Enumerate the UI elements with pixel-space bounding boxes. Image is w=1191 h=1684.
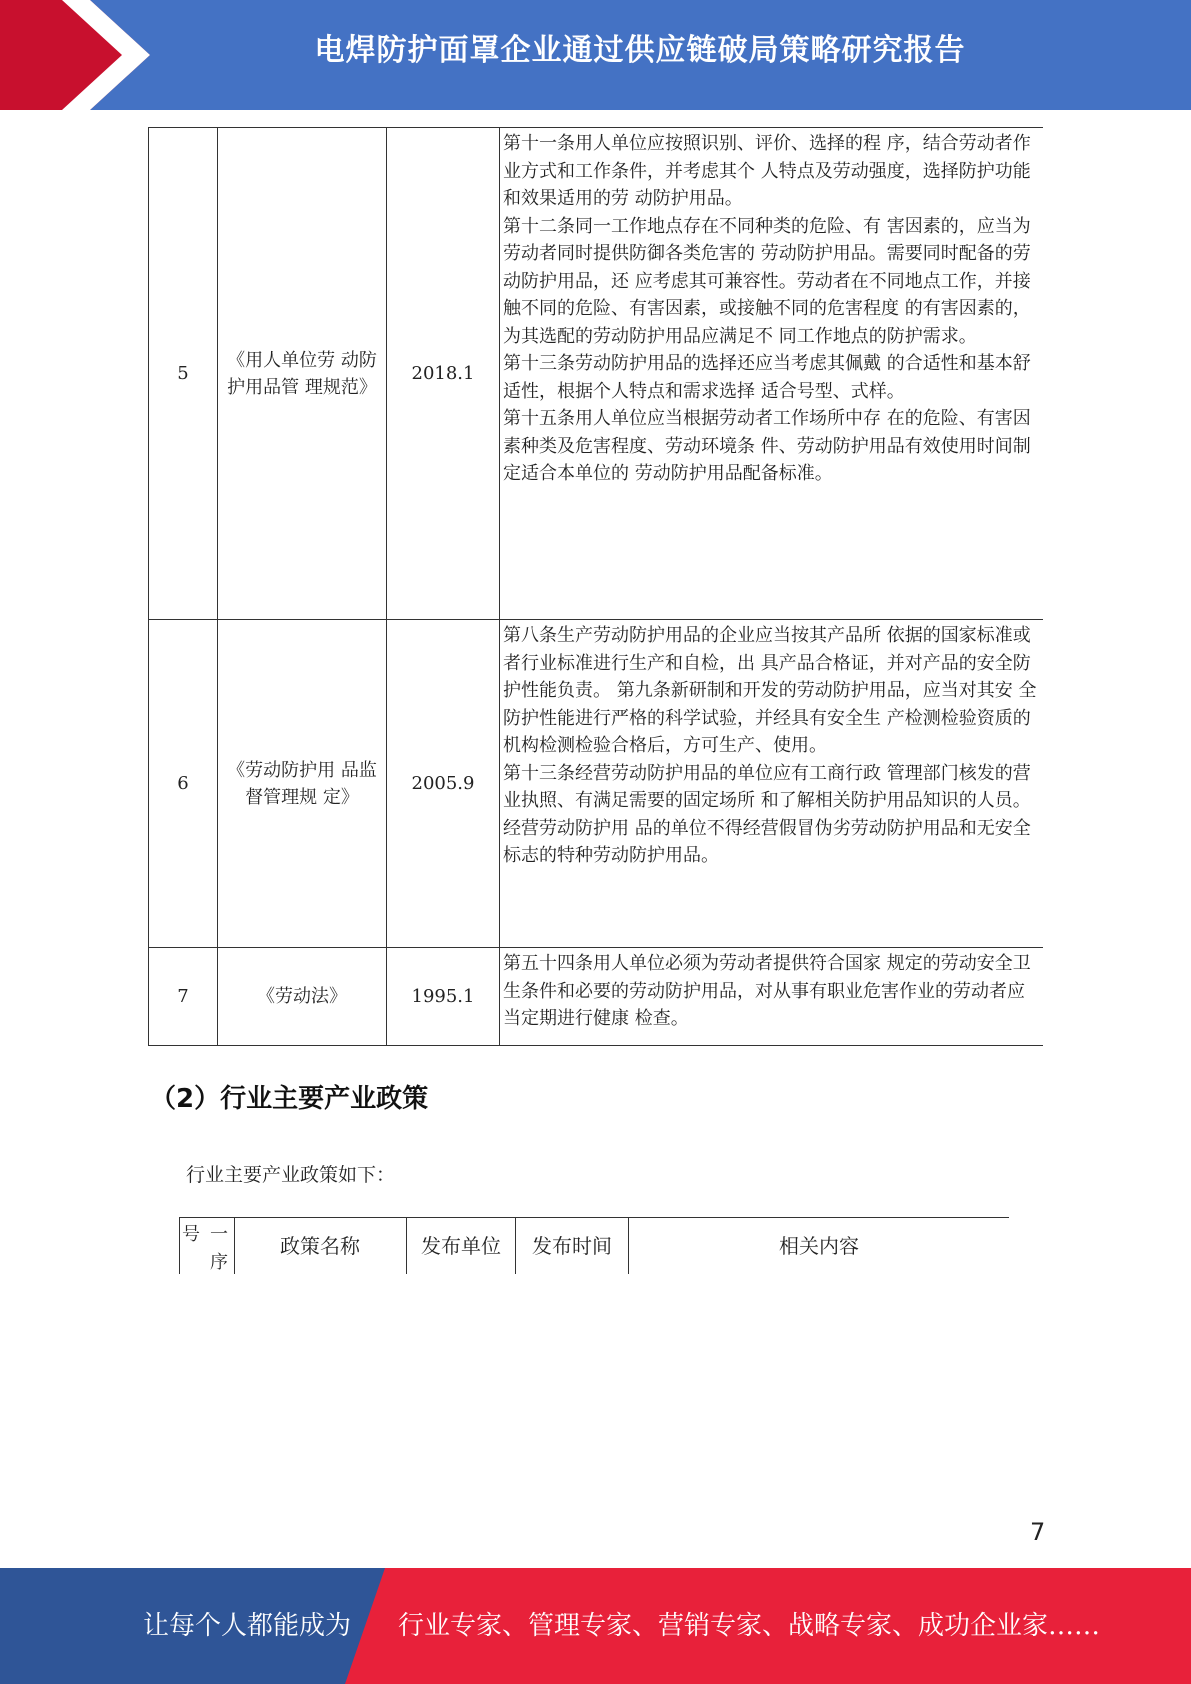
content-paragraph: 第五十四条用人单位必须为劳动者提供符合国家 规定的劳动安全卫生条件和必要的劳动防护用品，对从事有职业危害作业的劳动者应当定期进行健康 检查。 [503,953,1031,1029]
content-paragraph: 第十三条经营劳动防护用品的单位应有工商行政 管理部门核发的营业执照、有满足需要的固定场所 和了解相关防护用品知识的人员。经营劳动防护用 品的单位不得经营假冒伪劣劳动防护用品和无安全 标志的特种劳动防护用品。 [503,762,1031,866]
regulation-content [500,128,1044,620]
page-footer [0,1568,1191,1684]
header-issue-time: 发布时间 [516,1218,629,1274]
row-number: 5 [149,128,218,620]
table-row [149,620,1044,948]
regulation-name: 《劳动法》 [218,948,387,1046]
seq-part: 号 [182,1224,200,1245]
content-paragraph: 第十三条劳动防护用品的选择还应当考虑其佩戴 的合适性和基本舒适性，根据个人特点和需求选择 适合号型、式样。 [503,353,1031,402]
footer-slogan-left: 让每个人都能成为 [143,1611,352,1641]
page-header [0,0,1191,110]
header-seq [179,1218,235,1274]
report-title: 电焊防护面罩企业通过供应链破局策略研究报告 [314,33,966,68]
header-policy-name: 政策名称 [234,1218,407,1274]
regulation-date: 2018.1 [387,128,500,620]
regulation-content [500,620,1044,948]
regulation-date: 2005.9 [387,620,500,948]
table-row [149,948,1044,1046]
content-paragraph: 第八条生产劳动防护用品的企业应当按其产品所 依据的国家标准或者行业标准进行生产和自检，出 具产品合格证，并对产品的安全防护性能负责。 第九条新研制和开发的劳动防护用品，应当对其安 全防护性能进行严格的科学试验，并经具有安全生 产检测检验资质的机构检测检验合格后，方可生产、使用。 [503,625,1037,756]
footer-slogan-right: 行业专家、管理专家、营销专家、战略专家、成功企业家…… [398,1611,1101,1641]
section-heading: （2）行业主要产业政策 [150,1084,429,1114]
policy-table-header [179,1217,1009,1274]
content-paragraph: 第十一条用人单位应按照识别、评价、选择的程 序，结合劳动者作业方式和工作条件，并考虑其个 人特点及劳动强度，选择防护功能和效果适用的劳 动防护用品。 [503,133,1031,209]
header-arrow-decoration [0,0,160,110]
page-number: 7 [1030,1518,1046,1546]
row-number: 6 [149,620,218,948]
section-intro: 行业主要产业政策如下： [186,1164,396,1186]
content-paragraph: 第十五条用人单位应当根据劳动者工作场所中存 在的危险、有害因素种类及危害程度、劳动环境条 件、劳动防护用品有效使用时间制定适合本单位的 劳动防护用品配备标准。 [503,408,1031,484]
regulations-table [148,127,1043,1046]
table-row [149,128,1044,620]
regulation-content [500,948,1044,1046]
seq-part: 一 [210,1224,228,1245]
regulation-name: 《用人单位劳 动防护用品管 理规范》 [218,128,387,620]
header-issuer: 发布单位 [407,1218,516,1274]
seq-part: 序 [210,1252,228,1273]
regulation-date: 1995.1 [387,948,500,1046]
content-paragraph: 第十二条同一工作地点存在不同种类的危险、有 害因素的，应当为劳动者同时提供防御各类危害的 劳动防护用品。需要同时配备的劳动防护用品，还 应考虑其可兼容性。劳动者在不同地点工作，并接 触不同的危险、有害因素，或接触不同的危害程度 的有害因素的，为其选配的劳动防护用品应满足不 同工作地点的防护需求。 [503,215,1031,347]
header-related-content: 相关内容 [779,1234,859,1258]
row-number: 7 [149,948,218,1046]
regulation-name: 《劳动防护用 品监督管理规 定》 [218,620,387,948]
